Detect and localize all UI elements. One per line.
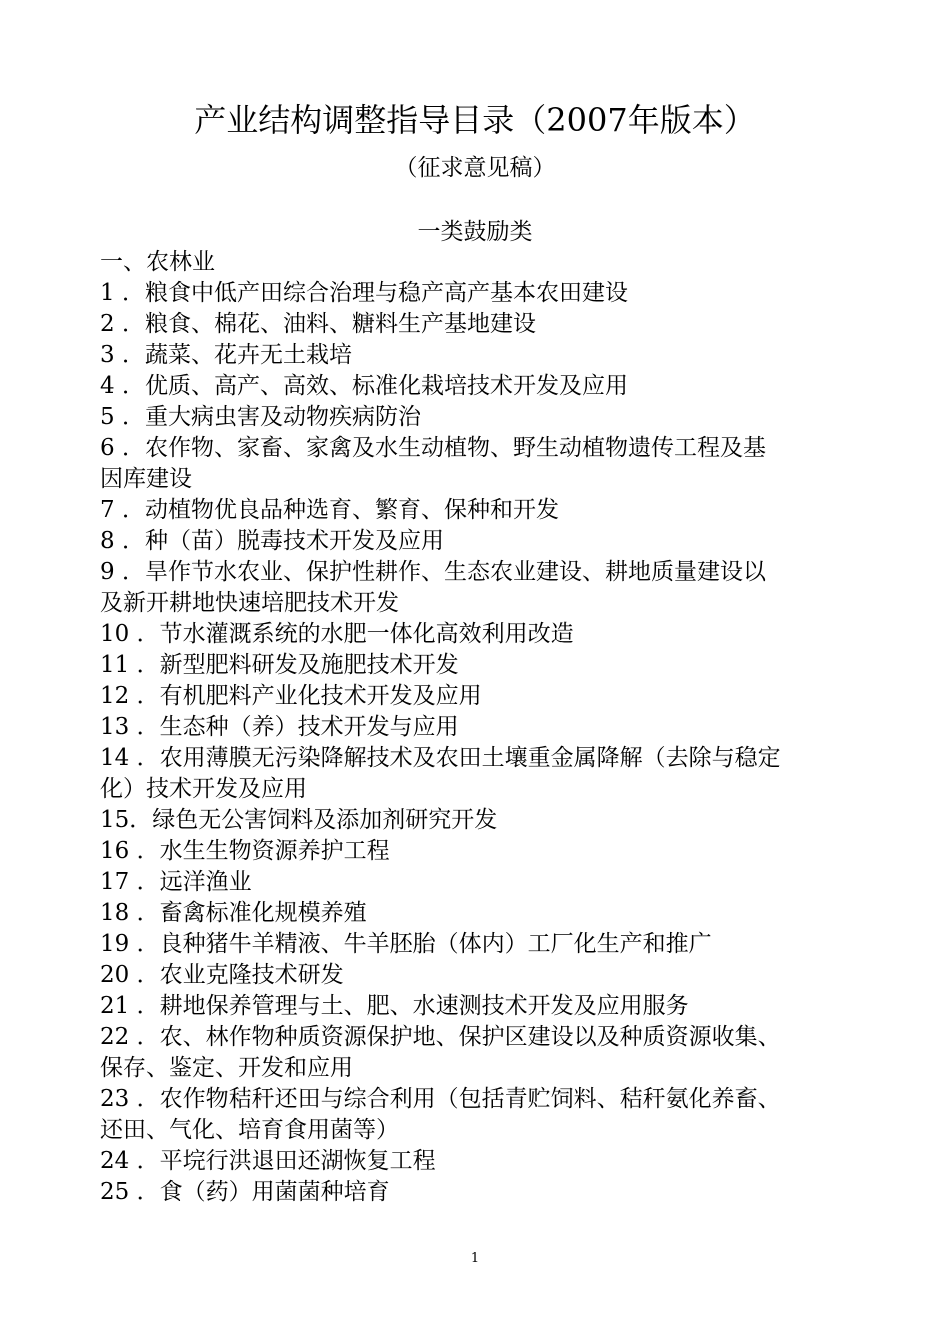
list-item: 12 ．有机肥料产业化技术开发及应用 [100,683,482,709]
list-item: 7 ．动植物优良品种选育、繁育、保种和开发 [100,497,559,523]
list-item: 化）技术开发及应用 [100,776,307,802]
list-item: 21 ．耕地保养管理与土、肥、水速测技术开发及应用服务 [100,993,689,1019]
list-item: 17 ．远洋渔业 [100,869,252,895]
section-title: 一类鼓励类 [417,219,533,245]
list-item: 及新开耕地快速培肥技术开发 [100,590,399,616]
list-item: 6 ．农作物、家畜、家禽及水生动植物、野生动植物遗传工程及基 [100,435,766,461]
list-item: 9 ．旱作节水农业、保护性耕作、生态农业建设、耕地质量建设以 [100,559,766,585]
document-body [100,247,852,1208]
list-item: 还田、气化、培育食用菌等） [100,1117,399,1143]
list-item: 22 ．农、林作物种质资源保护地、保护区建设以及种质资源收集、 [100,1024,781,1050]
list-item: 15．绿色无公害饲料及添加剂研究开发 [100,807,498,833]
list-item: 8 ．种（苗）脱毒技术开发及应用 [100,528,444,554]
list-item: 23 ．农作物秸秆还田与综合利用（包括青贮饲料、秸秆氨化养畜、 [100,1086,781,1112]
document-title: 产业结构调整指导目录（2007年版本） [194,101,756,139]
list-item: 18 ．畜禽标准化规模养殖 [100,900,367,926]
list-item: 因库建设 [100,466,192,492]
list-item: 4 ．优质、高产、高效、标准化栽培技术开发及应用 [100,373,628,399]
list-item: 1 ．粮食中低产田综合治理与稳产高产基本农田建设 [100,280,628,306]
category-heading: 一、农林业 [100,249,215,275]
page-number: 1 [470,1251,480,1266]
list-item: 保存、鉴定、开发和应用 [100,1055,353,1081]
list-item: 20 ．农业克隆技术研发 [100,962,344,988]
list-item: 19 ．良种猪牛羊精液、牛羊胚胎（体内）工厂化生产和推广 [100,931,712,957]
list-item: 2 ．粮食、棉花、油料、糖料生产基地建设 [100,311,536,337]
list-item: 11 ．新型肥料研发及施肥技术开发 [100,652,459,678]
list-item: 10 ．节水灌溉系统的水肥一体化高效利用改造 [100,621,574,647]
list-item: 5 ．重大病虫害及动物疾病防治 [100,404,421,430]
list-item: 16 ．水生生物资源养护工程 [100,838,390,864]
list-item: 25 ．食（药）用菌菌种培育 [100,1179,390,1205]
list-item: 13 ．生态种（养）技术开发与应用 [100,714,459,740]
document-subtitle: （征求意见稿） [394,155,556,181]
list-item: 3 ．蔬菜、花卉无土栽培 [100,342,352,368]
list-item: 24 ．平垸行洪退田还湖恢复工程 [100,1148,436,1174]
list-item: 14 ．农用薄膜无污染降解技术及农田土壤重金属降解（去除与稳定 [100,745,781,771]
